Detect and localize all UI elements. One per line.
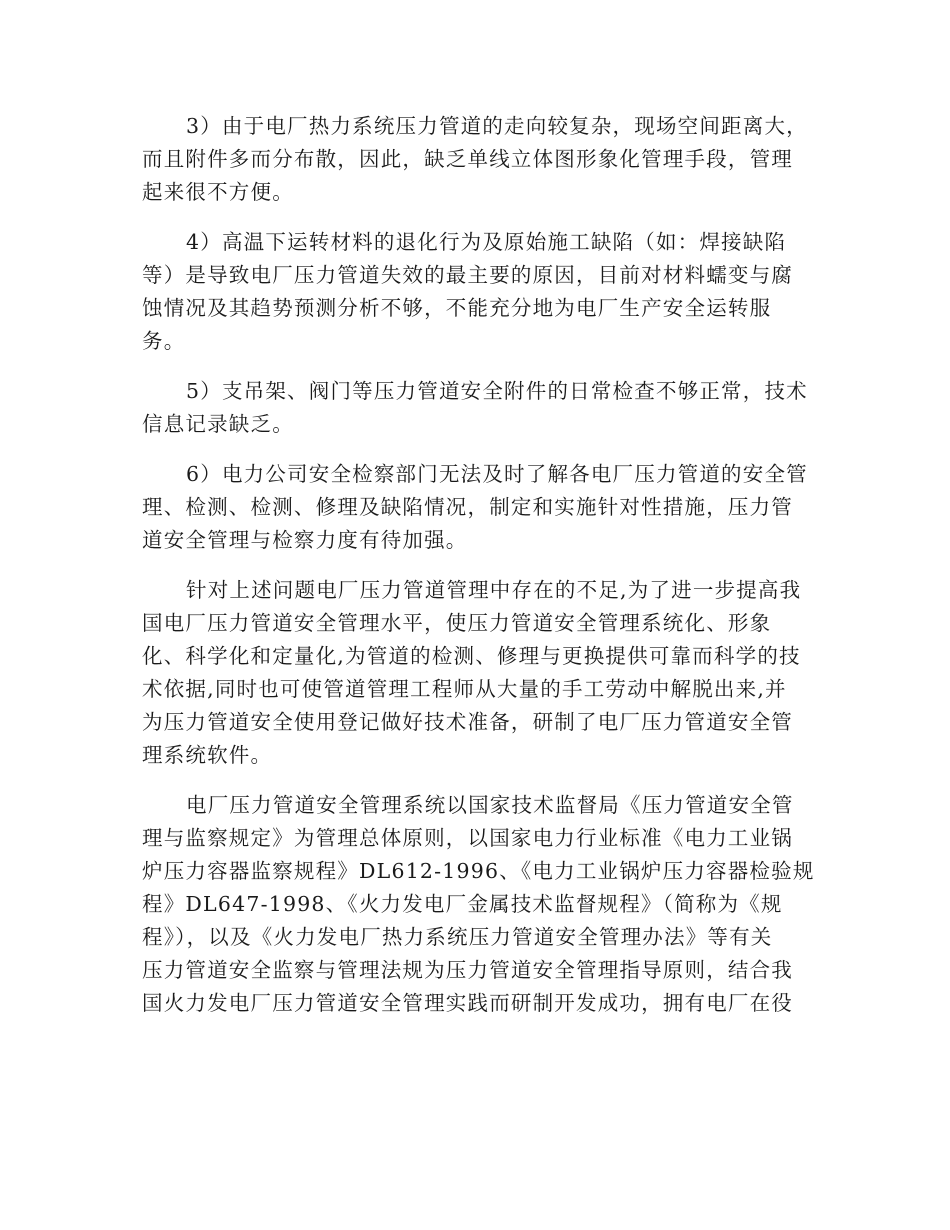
paragraph-line: 4）高温下运转材料的退化行为及原始施工缺陷（如：焊接缺陷: [186, 230, 787, 254]
paragraph-line: 国电厂压力管道安全管理水平，使压力管道安全管理系统化、形象: [142, 611, 772, 635]
paragraph-line: 6）电力公司安全检察部门无法及时了解各电厂压力管道的安全管: [186, 462, 808, 486]
paragraph-line: 起来很不方便。: [142, 180, 294, 204]
paragraph-line: 电厂压力管道安全管理系统以国家技术监督局《压力管道安全管: [186, 793, 794, 817]
paragraph-line: 为压力管道安全使用登记做好技术准备，研制了电厂压力管道安全管: [142, 710, 793, 734]
paragraph-line: 而且附件多而分布散，因此，缺乏单线立体图形象化管理手段，管理: [142, 147, 793, 171]
paragraph-line: 理系统软件。: [142, 743, 273, 767]
paragraph-line: 3）由于电厂热力系统压力管道的走向较复杂，现场空间距离大，: [186, 114, 808, 138]
paragraph-line: 等）是导致电厂压力管道失效的最主要的原因，目前对材料蠕变与腐: [142, 263, 793, 287]
paragraph-line: 务。: [142, 329, 186, 353]
paragraph-line: 炉压力容器监察规程》DL612-1996、《电力工业锅炉压力容器检验规: [142, 859, 815, 883]
paragraph-item-5: [142, 375, 810, 441]
paragraph-line: 针对上述问题电厂压力管道管理中存在的不足,为了进一步提高我: [186, 578, 802, 602]
paragraph-line: 理、检测、检测、修理及缺陷情况，制定和实施针对性措施，压力管: [142, 495, 793, 519]
paragraph-line: 程》DL647-1998、《火力发电厂金属技术监督规程》（简称为《规: [142, 892, 783, 916]
document-body: [142, 110, 815, 1037]
paragraph-item-3: [142, 110, 810, 209]
paragraph-line: 压力管道安全监察与管理法规为压力管道安全管理指导原则，结合我: [142, 958, 793, 982]
paragraph-line: 国火力发电厂压力管道安全管理实践而研制开发成功，拥有电厂在役: [142, 991, 793, 1015]
paragraph-line: 信息记录缺乏。: [142, 412, 294, 436]
paragraph-line: 道安全管理与检察力度有待加强。: [142, 528, 468, 552]
paragraph-line: 理与监察规定》为管理总体原则，以国家电力行业标准《电力工业锅: [142, 826, 793, 850]
paragraph-summary: [142, 574, 810, 772]
paragraph-line: 程》），以及《火力发电厂热力系统压力管道安全管理办法》等有关: [142, 925, 773, 949]
paragraph-system-description: [142, 789, 815, 1020]
paragraph-item-4: [142, 226, 810, 358]
paragraph-item-6: [142, 458, 810, 557]
paragraph-line: 化、科学化和定量化,为管道的检测、修理与更换提供可靠而科学的技: [142, 644, 801, 668]
paragraph-line: 5）支吊架、阀门等压力管道安全附件的日常检查不够正常，技术: [186, 379, 808, 403]
paragraph-line: 术依据,同时也可使管道管理工程师从大量的手工劳动中解脱出来,并: [142, 677, 787, 701]
paragraph-line: 蚀情况及其趋势预测分析不够，不能充分地为电厂生产安全运转服: [142, 296, 772, 320]
